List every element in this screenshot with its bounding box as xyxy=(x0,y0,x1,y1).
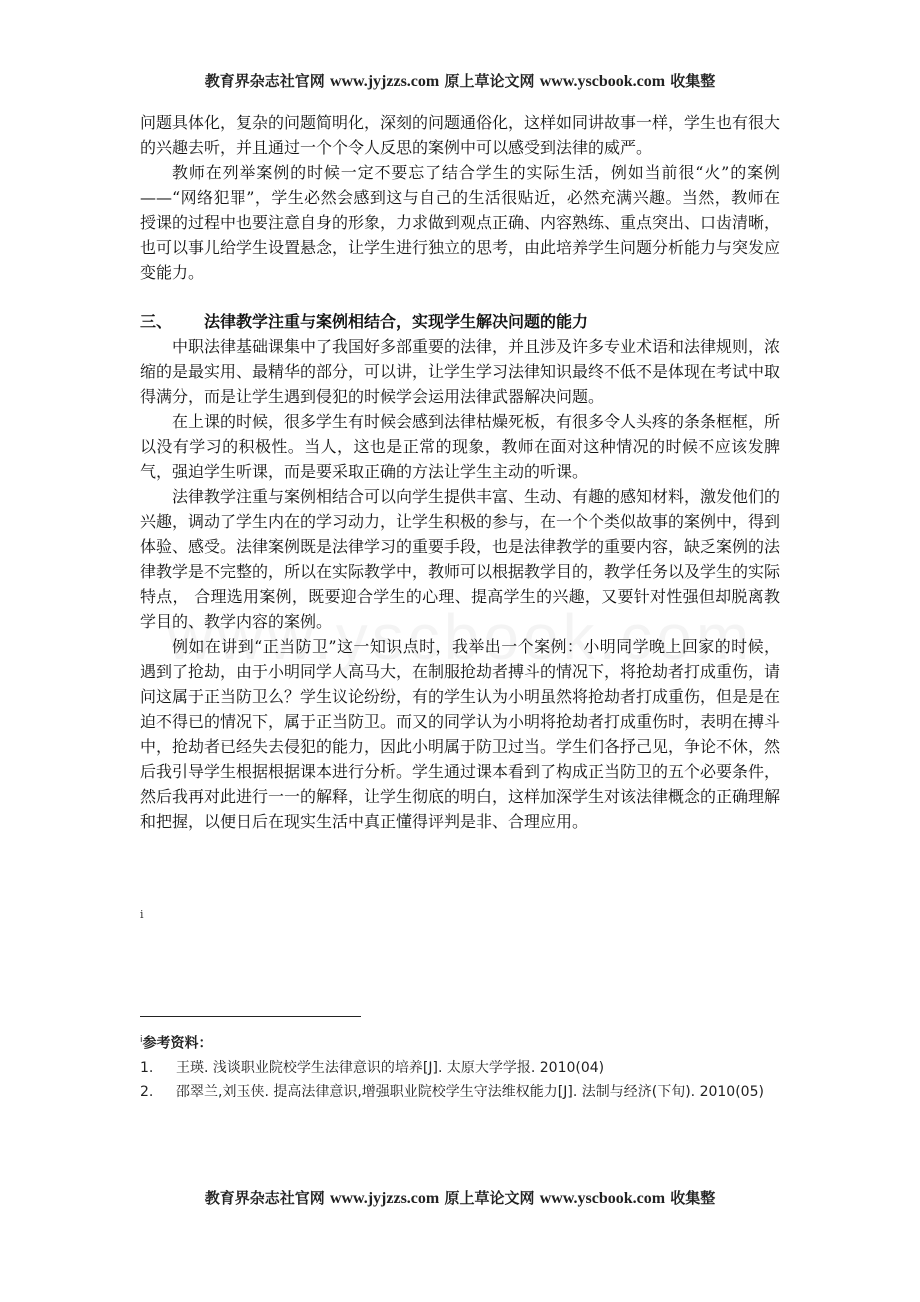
document-body xyxy=(140,110,780,834)
section-number: 三、 xyxy=(140,312,173,331)
endnote-marker: i xyxy=(140,908,144,921)
section-heading xyxy=(140,310,780,334)
footnote-divider xyxy=(140,1016,361,1017)
footer-site-name-2: 原上草论文网 xyxy=(444,1189,535,1207)
paragraph: 问题具体化，复杂的问题简明化，深刻的问题通俗化，这样如同讲故事一样，学生也有很大的兴趣去听，并且通过一个个令人反思的案例中可以感受到法律的威严。 xyxy=(140,113,781,157)
footer-link-yscbook[interactable]: www.yscbook.com xyxy=(539,1190,666,1207)
footer-link-jyjzzs[interactable]: www.jyjzzs.com xyxy=(329,1190,440,1207)
paragraph: 教师在列举案例的时候一定不要忘了结合学生的实际生活，例如当前很“火”的案例——“网络犯罪”，学生必然会感到这与自己的生活很贴近，必然充满兴趣。当然，教师在授课的过程中也要注意自身的形象，力求做到观点正确、内容熟练、重点突出、口齿清晰，也可以事儿给学生设置悬念，让学生进行独立的思考，由此培养学生问题分析能力与突发应变能力。 xyxy=(140,163,781,282)
references-marker: i xyxy=(140,1035,143,1045)
reference-number: 2. xyxy=(140,1083,154,1100)
paragraph: 例如在讲到“正当防卫”这一知识点时，我举出一个案例：小明同学晚上回家的时候，遇到了抢劫，由于小明同学人高马大，在制服抢劫者搏斗的情况下，将抢劫者打成重伤，请问这属于正当防卫么？学生议论纷纷，有的学生认为小明虽然将抢劫者打成重伤，但是是在迫不得已的情况下，属于正当防卫。而又的同学认为小明将抢劫者打成重伤时，表明在搏斗中，抢劫者已经失去侵犯的能力，因此小明属于防卫过当。学生们各抒己见，争论不休，然后我引导学生根据根据课本进行分析。学生通过课本看到了构成正当防卫的五个必要条件，然后我再对此进行一一的解释，让学生彻底的明白，这样加深学生对该法律概念的正确理解和把握，以便日后在现实生活中真正懂得评判是非、合理应用。 xyxy=(140,637,781,831)
page-header xyxy=(0,70,920,91)
footer-suffix: 收集整 xyxy=(670,1189,716,1207)
references-heading xyxy=(140,1028,780,1056)
header-site-name: 教育界杂志社官网 xyxy=(204,72,325,90)
references-title: 参考资料： xyxy=(142,1035,213,1052)
reference-item xyxy=(140,1080,780,1104)
reference-text: 邵翠兰,刘玉侠. 提高法律意识,增强职业院校学生守法维权能力[J]. 法制与经济(下旬). 2010(05) xyxy=(176,1083,764,1100)
paragraph: 中职法律基础课集中了我国好多部重要的法律，并且涉及许多专业术语和法律规则，浓缩的是最实用、最精华的部分，可以讲，让学生学习法律知识最终不低不是体现在考试中取得满分，而是让学生遇到侵犯的时候学会运用法律武器解决问题。 xyxy=(140,337,781,406)
page-footer xyxy=(0,1187,920,1208)
reference-text: 王瑛. 浅谈职业院校学生法律意识的培养[J]. 太原大学学报. 2010(04) xyxy=(176,1059,605,1076)
header-site-name-2: 原上草论文网 xyxy=(444,72,535,90)
reference-number: 1. xyxy=(140,1059,154,1076)
paragraph: 法律教学注重与案例相结合可以向学生提供丰富、生动、有趣的感知材料，激发他们的兴趣，调动了学生内在的学习动力，让学生积极的参与，在一个个类似故事的案例中，得到体验、感受。法律案例既是法律学习的重要手段，也是法律教学的重要内容，缺乏案例的法律教学是不完整的，所以在实际教学中，教师可以根据教学目的，教学任务以及学生的实际特点， 合理选用案例，既要迎合学生的心理、提高学生的兴趣，又要针对性强但却脱离教学目的、教学内容的案例。 xyxy=(140,487,781,631)
header-link-yscbook[interactable]: www.yscbook.com xyxy=(539,73,666,90)
reference-item xyxy=(140,1056,780,1080)
references-section xyxy=(140,1028,780,1104)
header-link-jyjzzs[interactable]: www.jyjzzs.com xyxy=(329,73,440,90)
header-suffix: 收集整 xyxy=(670,72,716,90)
paragraph: 在上课的时候，很多学生有时候会感到法律枯燥死板，有很多令人头疼的条条框框，所以没有学习的积极性。当人，这也是正常的现象，教师在面对这种情况的时候不应该发脾气，强迫学生听课，而是要采取正确的方法让学生主动的听课。 xyxy=(140,412,781,481)
footer-site-name: 教育界杂志社官网 xyxy=(204,1189,325,1207)
section-title: 法律教学注重与案例相结合，实现学生解决问题的能力 xyxy=(204,312,589,331)
